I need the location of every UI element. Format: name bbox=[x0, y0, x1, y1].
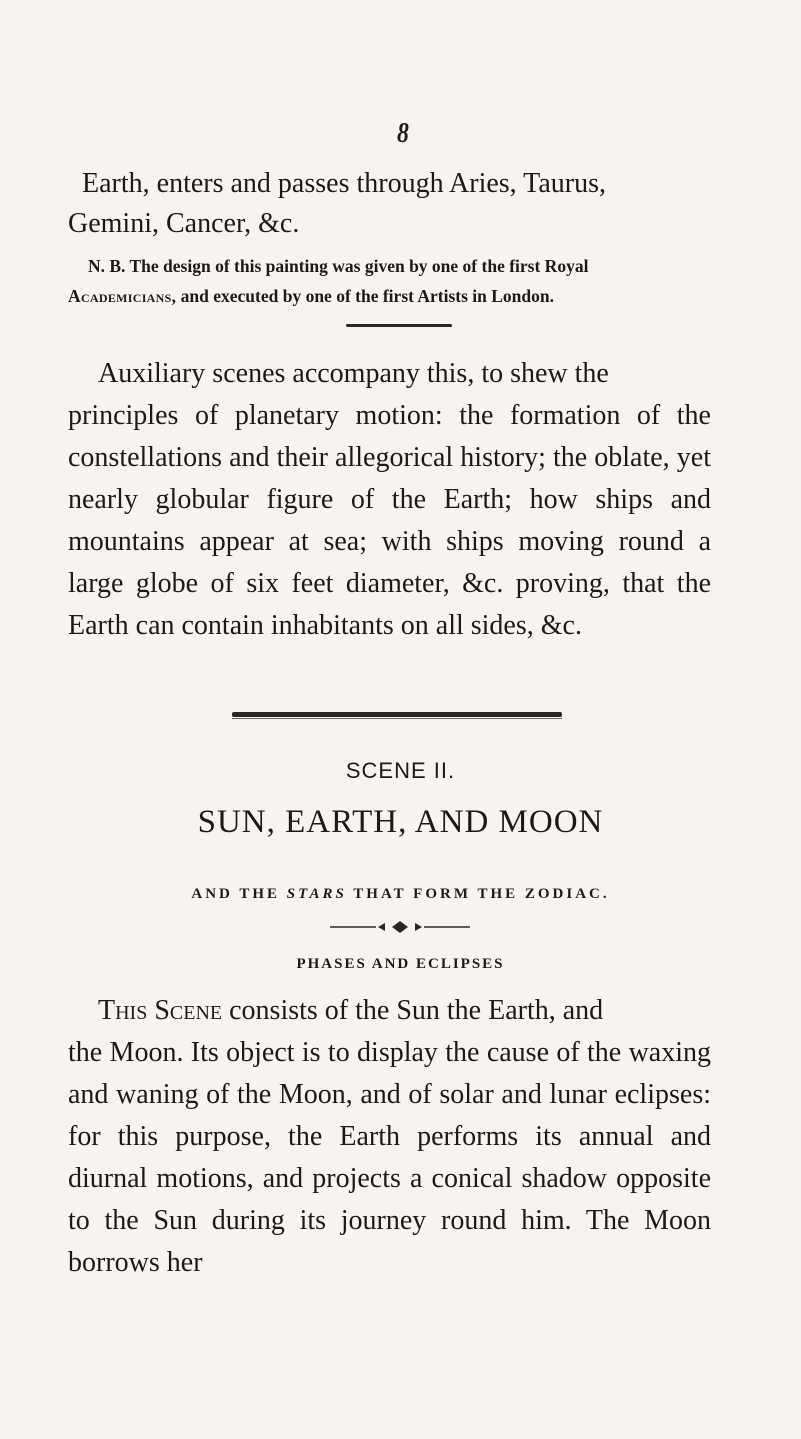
paragraph1-line1: Earth, enters and passes through Aries, Taurus, bbox=[82, 168, 606, 199]
scene-subtitle bbox=[0, 886, 801, 903]
subtitle-before: AND THE bbox=[191, 886, 287, 902]
paragraph1-rest: Gemini, Cancer, &c. bbox=[68, 208, 300, 239]
paragraph3-rest: the Moon. Its object is to display the cause of the waxing and waning of the Moon, and of solar and lunar eclipses: for this purpose, the Earth performs its annual and diurnal motions, and projects a conical shadow opposite to the Sun during its journey round him. The Moon borrows her bbox=[68, 1037, 711, 1278]
footnote-nb bbox=[68, 251, 713, 311]
paragraph-scene-description bbox=[68, 990, 711, 1284]
paragraph3-line1-rest: consists of the Sun the Earth, and bbox=[222, 995, 604, 1026]
scene-label: SCENE II. bbox=[345, 758, 456, 783]
footnote-academicians: Academicians, bbox=[68, 286, 177, 306]
paragraph2-rest: principles of planetary motion: the formation of the constellations and their allegorical history; the oblate, yet nearly globular figure of the Earth; how ships and mountains appear at sea; with ships moving round a large globe of six feet diameter, &c. proving, that the Earth can contain inhabitants on all sides, &c. bbox=[68, 400, 711, 641]
paragraph2-line1: Auxiliary scenes accompany this, to shew the bbox=[98, 358, 609, 389]
subtitle-after: THAT FORM THE ZODIAC. bbox=[346, 886, 610, 902]
ornament-divider-icon bbox=[330, 921, 470, 933]
phases-heading: PHASES AND ECLIPSES bbox=[296, 956, 505, 972]
paragraph-zodiac-continuation bbox=[68, 164, 711, 244]
subtitle-italic: STARS bbox=[286, 886, 347, 902]
section-divider-short bbox=[346, 324, 452, 327]
section-divider-thick bbox=[232, 712, 562, 717]
paragraph-auxiliary-scenes bbox=[68, 353, 711, 647]
footnote-line2: and executed by one of the first Artists in London. bbox=[176, 286, 554, 306]
paragraph3-line1 bbox=[68, 990, 711, 1032]
paragraph3-this-scene: This Scene bbox=[98, 995, 223, 1026]
page-number: 8 bbox=[397, 118, 409, 149]
footnote-line1: N. B. The design of this painting was given by one of the first Royal bbox=[88, 256, 589, 276]
scene-title: SUN, EARTH, AND MOON bbox=[197, 804, 604, 840]
